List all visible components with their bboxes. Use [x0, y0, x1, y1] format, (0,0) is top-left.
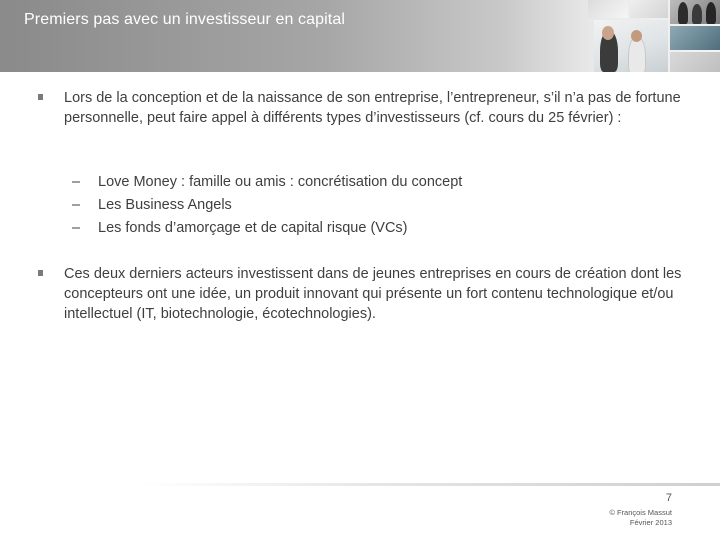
sub-item-text: Les Business Angels [98, 197, 232, 213]
dash-bullet-icon: – [72, 197, 81, 213]
square-bullet-icon [38, 270, 43, 276]
sub-item-text: Les fonds d’amorçage et de capital risque (VCs) [98, 220, 408, 236]
sub-item-love-money [72, 172, 672, 194]
sub-item-text: Love Money : famille ou amis : concrétisation du concept [98, 174, 463, 190]
square-bullet-icon [38, 94, 43, 100]
bullet-text-2: Ces deux derniers acteurs investissent dans de jeunes entreprises en cours de création dont les concepteurs ont une idée, un produit innovant qui présente un fort contenu technologique et/ou intellectuel (IT, biotechnologie, écotechnologies). [64, 266, 682, 322]
sub-item-fonds-amorcage [72, 218, 672, 240]
copyright-author: © François Massut [609, 508, 672, 517]
dash-bullet-icon: – [72, 174, 81, 190]
copyright-notice [609, 508, 672, 528]
footer-divider [140, 483, 720, 486]
slide-title: Premiers pas avec un investisseur en capital [24, 11, 345, 28]
sub-item-business-angels [72, 195, 672, 217]
bullet-text-1: Lors de la conception et de la naissance de son entreprise, l’entrepreneur, s’il n’a pas de fortune personnelle, peut faire appel à différents types d’investisseurs (cf. cours du 25 février) : [64, 90, 681, 126]
dash-bullet-icon: – [72, 220, 81, 236]
page-number: 7 [665, 492, 672, 504]
copyright-date: Février 2013 [629, 518, 672, 527]
